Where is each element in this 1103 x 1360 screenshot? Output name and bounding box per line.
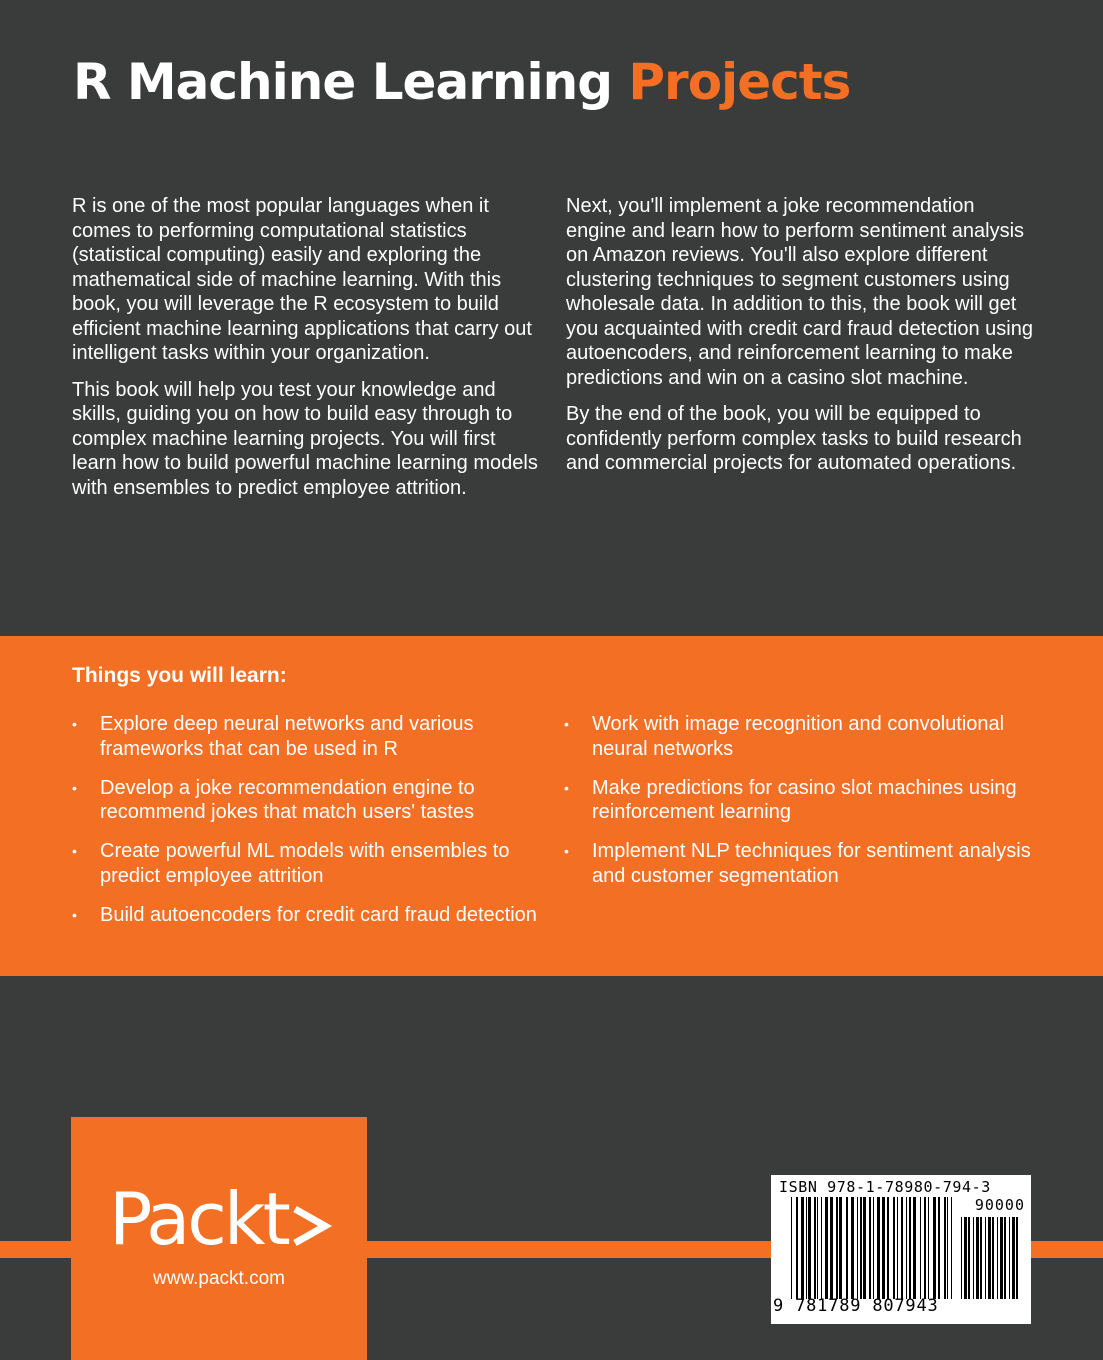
bullet-icon: •	[72, 843, 77, 859]
learn-item-text: Explore deep neural networks and various frameworks that can be used in R	[100, 713, 474, 760]
intro-column-right	[566, 194, 1036, 488]
learn-item	[564, 712, 1044, 761]
bullet-icon: •	[72, 906, 77, 923]
learn-item-text: Create powerful ML models with ensembles to predict employee attrition	[100, 840, 510, 887]
bullet-icon: •	[72, 716, 77, 732]
learn-list-left	[72, 712, 542, 942]
bullet-icon: •	[564, 779, 569, 796]
book-title-main: R Machine Learning	[73, 53, 612, 111]
publisher-logo-text: Packt	[109, 1177, 288, 1261]
learn-item-text: Build autoencoders for credit card fraud detection	[100, 903, 537, 926]
ean-barcode-bars	[791, 1197, 957, 1299]
isbn-label: ISBN 978-1-78980-794-3	[779, 1178, 991, 1196]
intro-paragraph: This book will help you test your knowledge and skills, guiding you on how to build easy through to complex machine learning projects. You will first learn how to build powerful machine learning models with ensembles to predict employee attrition.	[72, 378, 538, 499]
price-code: 90000	[974, 1196, 1025, 1214]
intro-paragraph: By the end of the book, you will be equipped to confidently perform complex tasks to build research and commercial projects for automated operations.	[566, 403, 1022, 474]
learn-item	[564, 776, 1044, 825]
book-title	[73, 50, 850, 114]
learn-item	[72, 839, 542, 888]
learn-item-text: Implement NLP techniques for sentiment analysis and customer segmentation	[592, 840, 1031, 887]
learn-item-text: Work with image recognition and convolutional neural networks	[592, 713, 1005, 760]
barcode	[771, 1175, 1031, 1324]
chevron-right-icon	[289, 1205, 333, 1247]
intro-paragraph: Next, you'll implement a joke recommendation engine and learn how to perform sentiment analysis on Amazon reviews. You'll also explore different clustering techniques to segment customers using wholesale data. In addition to this, the book will get you acquainted with credit card fraud detection using autoencoders, and reinforcement learning to make predictions and win on a casino slot machine.	[566, 195, 1033, 389]
ean-digits: 9 781789 807943	[773, 1296, 939, 1316]
publisher-url: www.packt.com	[153, 1268, 285, 1289]
book-title-accent: Projects	[628, 53, 851, 111]
addon-barcode-bars	[961, 1217, 1023, 1299]
learn-item	[72, 776, 542, 825]
learn-item-text: Develop a joke recommendation engine to recommend jokes that match users' tastes	[100, 776, 475, 823]
intro-paragraph: R is one of the most popular languages when it comes to performing computational statistics (statistical computing) easily and exploring the mathematical side of machine learning. With this book, you will leverage the R ecosystem to build efficient machine learning applications that carry out intelligent tasks within your organization.	[72, 195, 532, 364]
bullet-icon: •	[564, 843, 569, 859]
bullet-icon: •	[72, 779, 77, 796]
learn-item	[72, 712, 542, 761]
learn-item	[564, 839, 1044, 888]
bullet-icon: •	[564, 716, 569, 732]
intro-column-left	[72, 194, 542, 512]
learn-list-right	[564, 712, 1044, 903]
learn-item	[72, 903, 542, 928]
learn-item-text: Make predictions for casino slot machines using reinforcement learning	[592, 776, 1017, 823]
learn-heading: Things you will learn:	[72, 664, 287, 687]
publisher-logo	[71, 1117, 367, 1360]
